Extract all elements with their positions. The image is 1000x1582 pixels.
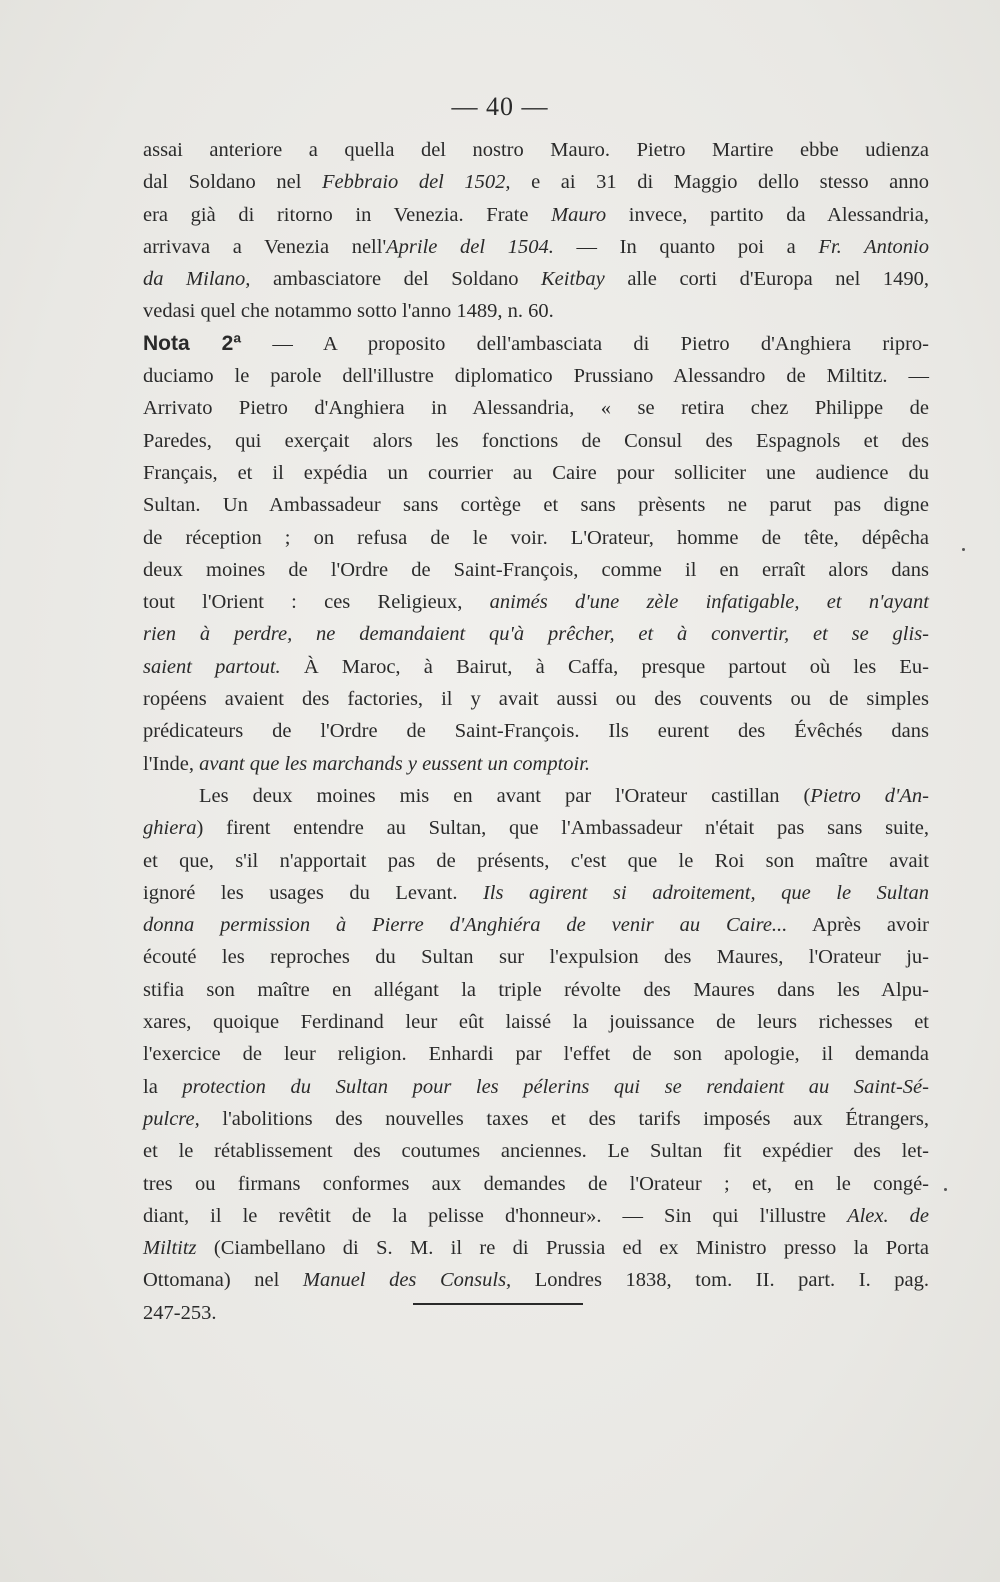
italic-text: Fr. Antonio bbox=[818, 235, 929, 258]
text-span: de réception ; on refusa de le voir. L'Orateur, homme de tête, dépêcha bbox=[143, 526, 929, 549]
text-line bbox=[143, 1006, 929, 1038]
text-span: écouté les reproches du Sultan sur l'expulsion des Maures, l'Orateur ju- bbox=[143, 946, 929, 969]
text-span: tout l'Orient : ces Religieux, bbox=[143, 591, 490, 614]
italic-text: protection du Sultan pour les pélerins qui se rendaient au Saint-Sé- bbox=[182, 1075, 929, 1098]
text-line bbox=[143, 134, 929, 166]
text-line bbox=[143, 748, 929, 780]
note-label: Nota 2ª bbox=[143, 331, 242, 355]
text-line bbox=[143, 586, 929, 618]
text-line bbox=[143, 1135, 929, 1167]
text-line bbox=[143, 618, 929, 650]
text-span: Sultan. Un Ambassadeur sans cortège et sans prèsents ne parut pas digne bbox=[143, 494, 929, 517]
text-line bbox=[143, 425, 929, 457]
text-span: stifia son maître en allégant la triple révolte des Maures dans les Alpu- bbox=[143, 978, 929, 1001]
text-span: tres ou firmans conformes aux demandes de l'Orateur ; et, en le congé- bbox=[143, 1172, 929, 1195]
italic-text: Ils agirent si adroitement, que le Sultan bbox=[482, 881, 929, 904]
text-line bbox=[143, 974, 929, 1006]
italic-text: pulcre, bbox=[143, 1107, 200, 1130]
paper-speck bbox=[962, 548, 965, 551]
closing-rule bbox=[413, 1303, 583, 1305]
text-span: Les deux moines mis en avant par l'Orateur castillan ( bbox=[199, 784, 811, 807]
text-line bbox=[143, 1168, 929, 1200]
text-line bbox=[143, 295, 929, 327]
text-span: — A proposito dell'ambasciata di Pietro d'Anghiera ripro- bbox=[241, 332, 929, 355]
italic-text: animés d'une zèle infatigable, et n'ayant bbox=[489, 591, 929, 614]
text-span: assai anteriore a quella del nostro Mauro. Pietro Martire ebbe udienza bbox=[143, 139, 929, 161]
italic-text: Keitbay bbox=[541, 268, 605, 291]
text-line bbox=[143, 941, 929, 973]
text-span: 247-253. bbox=[143, 1301, 217, 1324]
text-line bbox=[143, 812, 929, 844]
text-span: l'abolitions des nouvelles taxes et des tarifs imposés aux Étrangers, bbox=[199, 1107, 929, 1130]
text-span: Arrivato Pietro d'Anghiera in Alessandria, « se retira chez Philippe de bbox=[143, 397, 929, 420]
text-span: duciamo le parole dell'illustre diplomatico Prussiano Alessandro de Miltitz. — bbox=[143, 365, 929, 388]
text-span: ropéens avaient des factories, il y avait aussi ou des couvents ou de simples bbox=[143, 688, 929, 711]
text-span: ambasciatore del Soldano bbox=[250, 268, 541, 291]
italic-text: Pietro d'An- bbox=[810, 784, 930, 807]
text-span: et le rétablissement des coutumes anciennes. Le Sultan fit expédier des let- bbox=[143, 1140, 929, 1163]
text-span: e ai 31 di Maggio dello stesso anno bbox=[510, 171, 929, 194]
italic-text: da Milano, bbox=[143, 268, 251, 291]
text-span: dal Soldano nel bbox=[143, 171, 322, 194]
text-span: la bbox=[143, 1075, 183, 1098]
text-line bbox=[143, 166, 929, 198]
text-line bbox=[143, 1038, 929, 1070]
italic-text: Miltitz bbox=[143, 1237, 197, 1260]
text-span: l'exercice de leur religion. Enhardi par l'effet de son apologie, il demanda bbox=[143, 1043, 929, 1066]
text-span: Ottomana) nel bbox=[143, 1269, 303, 1292]
text-line bbox=[143, 1103, 929, 1135]
text-line bbox=[143, 845, 929, 877]
text-line bbox=[143, 457, 929, 489]
text-span: et que, s'il n'apportait pas de présents, c'est que le Roi son maître avait bbox=[143, 849, 929, 872]
text-span: Après avoir bbox=[787, 914, 929, 937]
text-span: deux moines de l'Ordre de Saint-François, comme il en erraît alors dans bbox=[143, 558, 929, 581]
text-span: — In quanto poi a bbox=[553, 235, 819, 258]
text-span: alle corti d'Europa nel 1490, bbox=[604, 268, 929, 291]
text-line bbox=[143, 877, 929, 909]
italic-text: donna permission à Pierre d'Anghiéra de venir au Caire... bbox=[143, 914, 788, 937]
text-line bbox=[143, 489, 929, 521]
text-span: À Maroc, à Bairut, à Caffa, presque partout où les Eu- bbox=[280, 655, 929, 678]
page-number: — 40 — bbox=[451, 92, 549, 121]
text-line bbox=[143, 231, 929, 263]
italic-text: ghiera bbox=[143, 817, 197, 840]
text-line bbox=[143, 909, 929, 941]
text-line bbox=[143, 715, 929, 747]
text-line bbox=[143, 683, 929, 715]
text-span: ignoré les usages du Levant. bbox=[143, 881, 483, 904]
text-span: Paredes, qui exerçait alors les fonctions de Consul des Espagnols et des bbox=[143, 429, 929, 452]
text-line bbox=[143, 1264, 929, 1296]
text-line bbox=[143, 392, 929, 424]
text-line bbox=[143, 1232, 929, 1264]
italic-text: Alex. de bbox=[847, 1204, 930, 1227]
text-line bbox=[143, 1071, 929, 1103]
text-span: l'Inde, bbox=[143, 752, 200, 775]
text-span: (Ciambellano di S. M. il re di Prussia ed ex Ministro presso la Porta bbox=[196, 1237, 929, 1260]
italic-text: avant que les marchands y eussent un comptoir. bbox=[199, 752, 591, 775]
text-span: vedasi quel che notammo sotto l'anno 1489, n. 60. bbox=[143, 300, 554, 323]
text-line bbox=[143, 1200, 929, 1232]
text-span: Français, et il expédia un courrier au Caire pour solliciter une audience du bbox=[143, 461, 929, 484]
italic-text: Aprile del 1504. bbox=[386, 235, 554, 258]
body-text bbox=[143, 134, 929, 1329]
italic-text: Manuel des Consuls, bbox=[302, 1269, 512, 1292]
text-line bbox=[143, 328, 929, 360]
paper-speck bbox=[944, 1188, 947, 1191]
text-span: diant, il le revêtit de la pelisse d'honneur». — Sin qui l'illustre bbox=[143, 1204, 848, 1227]
text-line bbox=[143, 263, 929, 295]
italic-text: Febbraio del 1502, bbox=[321, 171, 511, 194]
text-line bbox=[143, 522, 929, 554]
text-span: xares, quoique Ferdinand leur eût laissé la jouissance de leurs richesses et bbox=[143, 1011, 929, 1034]
italic-text: rien à perdre, ne demandaient qu'à prêcher, et à convertir, et se glis- bbox=[143, 623, 929, 646]
text-line bbox=[143, 199, 929, 231]
text-line bbox=[143, 780, 929, 812]
text-line bbox=[143, 1297, 929, 1329]
italic-text: Mauro bbox=[551, 203, 607, 226]
italic-text: saient partout. bbox=[143, 655, 281, 678]
text-span: prédicateurs de l'Ordre de Saint-François. Ils eurent des Évêchés dans bbox=[143, 720, 929, 743]
text-line bbox=[143, 360, 929, 392]
text-span: era già di ritorno in Venezia. Frate bbox=[143, 203, 552, 226]
text-span: Londres 1838, tom. II. part. I. pag. bbox=[511, 1269, 929, 1292]
text-line bbox=[143, 651, 929, 683]
text-span: ) firent entendre au Sultan, que l'Ambassadeur n'était pas sans suite, bbox=[196, 817, 929, 840]
text-span: arrivava a Venezia nell' bbox=[143, 235, 387, 258]
text-span: invece, partito da Alessandria, bbox=[606, 203, 929, 226]
text-line bbox=[143, 554, 929, 586]
